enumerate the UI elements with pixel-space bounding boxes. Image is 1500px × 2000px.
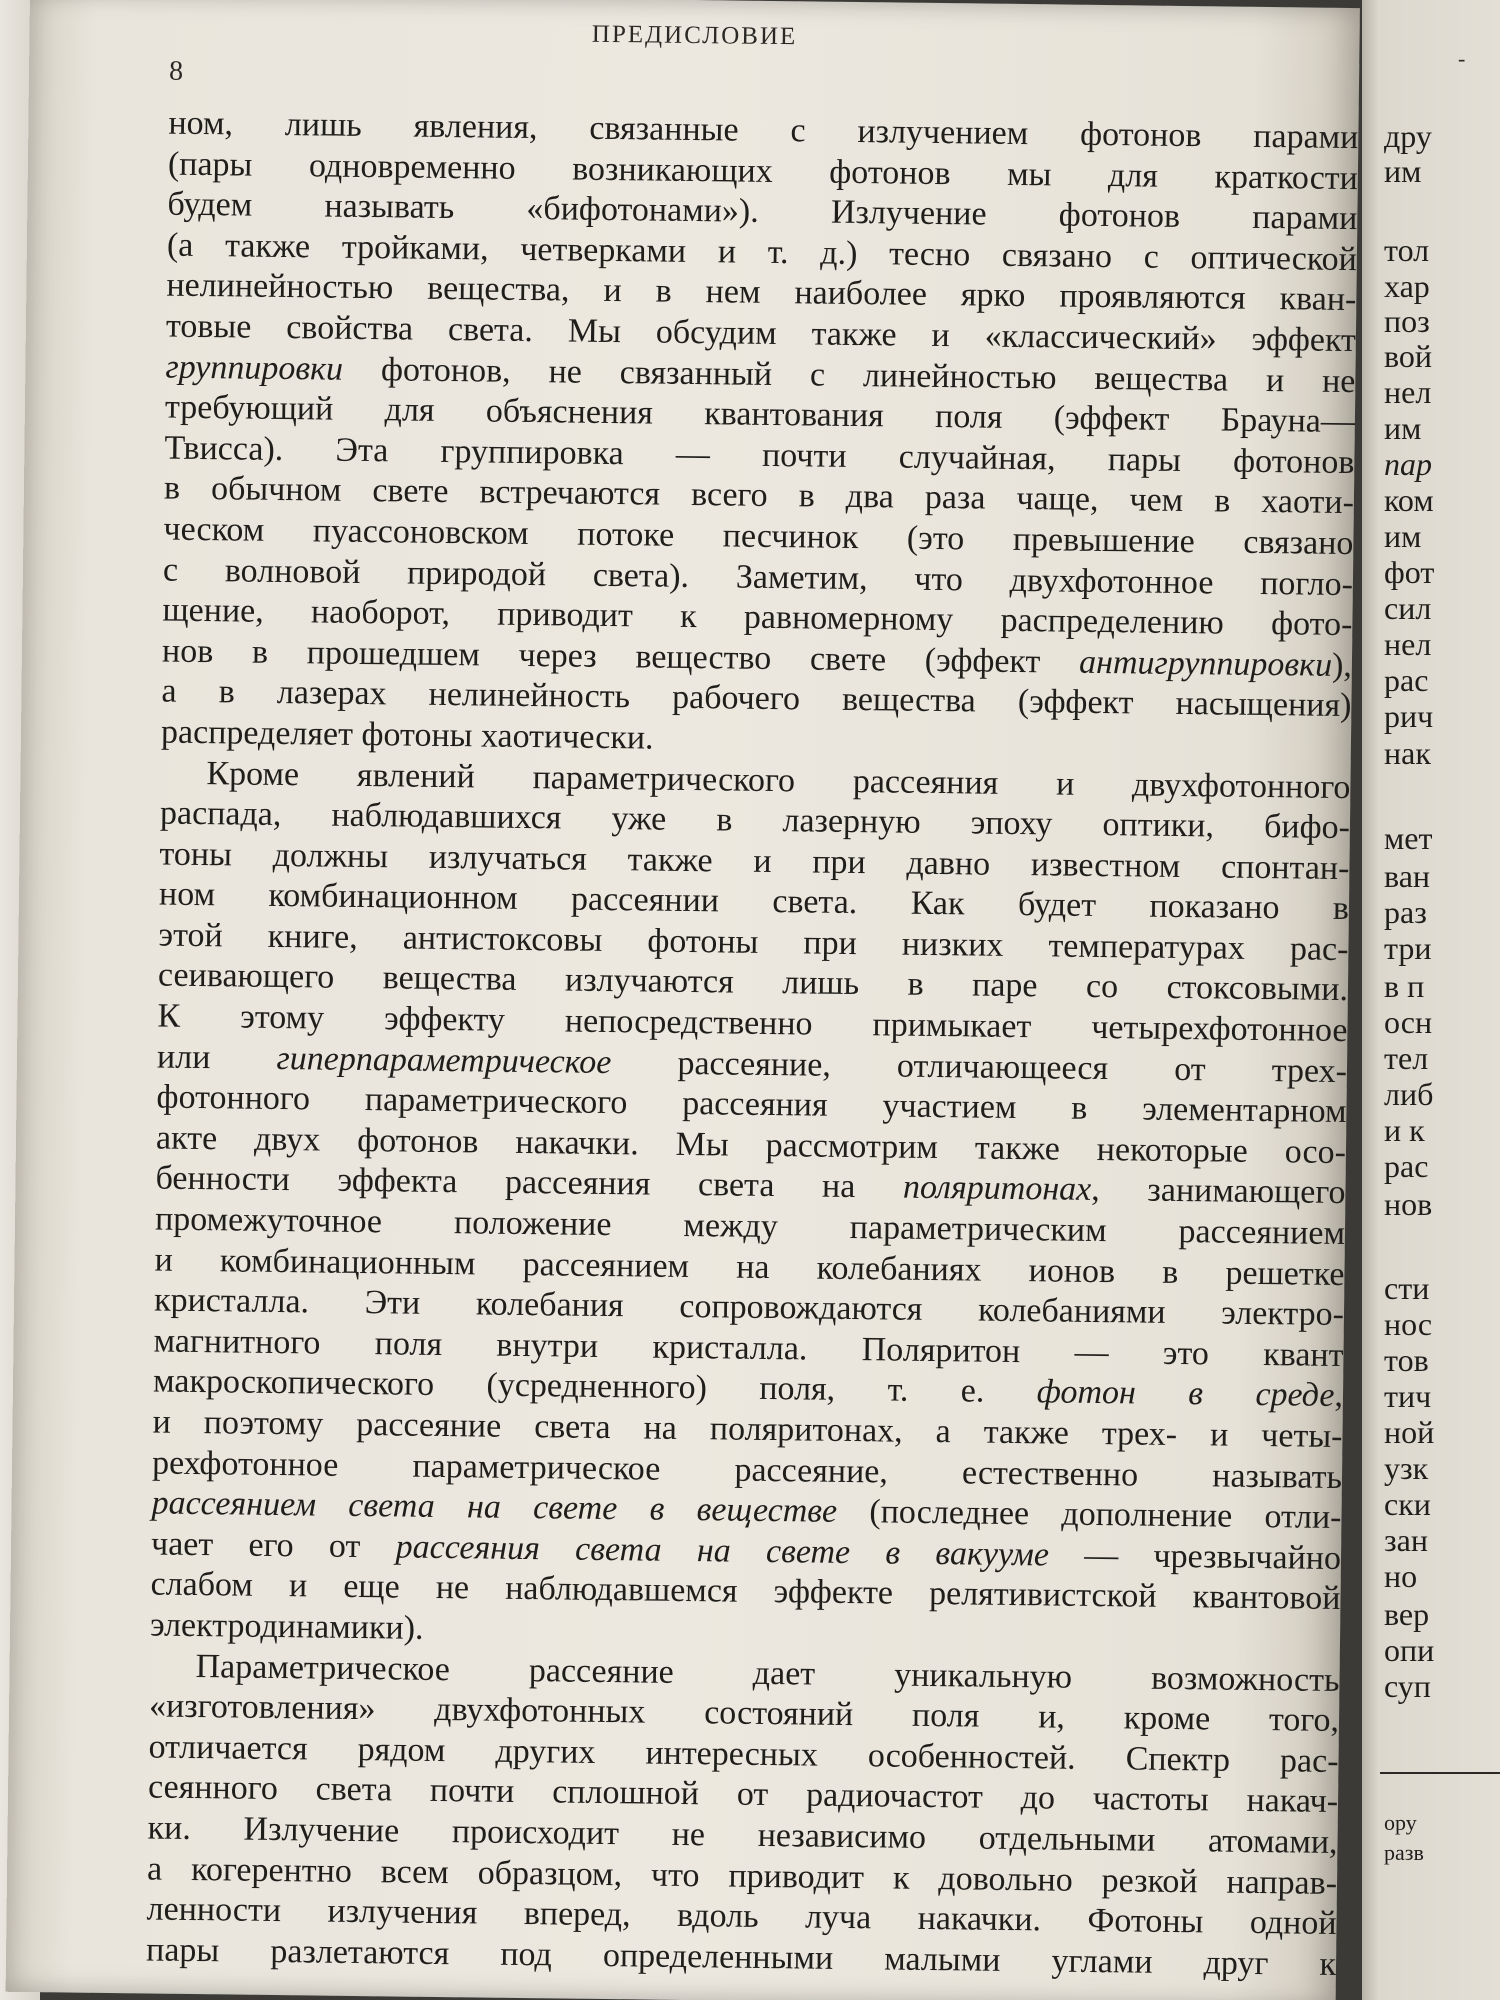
right-page-fragment: им	[1384, 153, 1422, 189]
text-run: (а также тройками, четверками и т. д.) тесно связано с оптической	[166, 226, 1358, 278]
right-page-fragment: нос	[1384, 1306, 1433, 1342]
text-run: промежуточное положение между параметрическим рассеянием	[154, 1200, 1346, 1253]
italic-term: группировки	[165, 348, 344, 388]
right-page-fragment: им	[1384, 518, 1422, 554]
text-run: пары разлетаются под определенными малыми углами друг к	[145, 1931, 1337, 1983]
text-run: «изготовления» двухфотонных состояний поля и, кроме того,	[148, 1687, 1340, 1740]
right-page-fragment: узк	[1384, 1450, 1429, 1486]
right-page-fragment: им	[1384, 410, 1422, 446]
text-run: ки. Излучение происходит не независимо отдельными атомами,	[147, 1809, 1338, 1861]
right-page-fragment: вой	[1384, 338, 1433, 374]
right-page-fragment: ору	[1384, 1810, 1417, 1835]
right-page-fragment: ван	[1384, 858, 1431, 894]
right-page-fragment: поз	[1384, 303, 1430, 339]
right-page-edge	[1362, 0, 1500, 2000]
text-run: магнитного поля внутри кристалла. Поляритон — это квант	[153, 1322, 1344, 1374]
text-run: Параметрическое рассеяние дает уникальную возможность	[195, 1647, 1340, 1699]
right-page-fragment: в п	[1384, 968, 1425, 1004]
page-number: 8	[168, 55, 184, 87]
text-run: Твисса). Эта группировка — почти случайная, пары фотонов	[164, 429, 1355, 481]
text-run: и поэтому рассеяние света на поляритонах, а также трех- и четы-	[152, 1403, 1343, 1456]
text-run: чает его от	[150, 1525, 396, 1566]
text-run: отличается рядом других интересных особенностей. Спектр рас-	[148, 1728, 1339, 1780]
right-page-fragment: хар	[1384, 268, 1430, 304]
text-run: этой книге, антистоксовы фотоны при низких температурах рас-	[158, 916, 1349, 968]
footnote-rule	[1380, 1772, 1500, 1774]
right-page-fragment: рас	[1384, 1148, 1429, 1184]
right-page-fragment: ной	[1384, 1414, 1435, 1450]
right-page-fragment: нак	[1384, 735, 1431, 771]
text-run: или	[156, 1038, 277, 1077]
right-page-fragment: осн	[1384, 1004, 1433, 1040]
text-run: фотонного параметрического рассеяния участием в элементарном	[156, 1078, 1347, 1131]
right-page-fragment: фот	[1384, 554, 1435, 590]
right-page-fragment: суп	[1384, 1668, 1431, 1704]
right-page-fragment: дру	[1384, 118, 1432, 154]
italic-term: рассеяния света на свете в вакууме	[395, 1528, 1050, 1574]
italic-term: рассеянием света на свете в веществе	[151, 1484, 838, 1531]
right-page-fragment: раз	[1384, 894, 1427, 930]
right-page-fragment: нел	[1384, 374, 1432, 410]
right-page-fragment: ски	[1384, 1486, 1431, 1522]
corner-mark: -	[1458, 46, 1466, 71]
right-page-fragment: опи	[1384, 1632, 1435, 1668]
text-run: требующий для объяснения квантования поля (эффект Брауна—	[164, 388, 1356, 441]
text-run: макроскопического (усредненного) поля, т. е.	[152, 1362, 1038, 1411]
right-page-fragment: разв	[1384, 1840, 1424, 1865]
text-run: а когерентно всем образцом, что приводит к довольно резкой направ-	[146, 1849, 1338, 1902]
text-run: слабом и еще не наблюдавшемся эффекте релятивистской квантовой	[150, 1565, 1341, 1618]
text-run: сеивающего вещества излучаются лишь в паре со стоксовыми.	[157, 956, 1349, 1009]
text-run: бенности эффекта рассеяния света на	[155, 1159, 904, 1207]
text-run: ном комбинационном рассеянии света. Как будет показано в	[158, 875, 1350, 928]
text-run: рассеяние, отличающееся от трех-	[611, 1043, 1348, 1090]
text-run: электродинамики).	[149, 1606, 424, 1647]
text-run: ),	[1331, 646, 1353, 684]
text-run: — чрезвычайно	[1048, 1536, 1342, 1577]
text-run: (пары одновременно возникающих фотонов мы для краткости	[167, 145, 1359, 197]
text-run: (последнее дополнение отли-	[836, 1493, 1342, 1537]
text-run: нелинейностью вещества, и в нем наиболее ярко проявляются кван-	[166, 266, 1357, 319]
text-run: , занимающего	[1091, 1171, 1346, 1212]
right-page-fragment: и к	[1384, 1112, 1425, 1148]
right-page-fragment: либ	[1384, 1076, 1434, 1112]
text-run: щение, наоборот, приводит к равномерному распределению фото-	[162, 591, 1353, 644]
right-page-fragment: тел	[1384, 1040, 1429, 1076]
text-run: акте двух фотонов накачки. Мы рассмотрим также некоторые осо-	[155, 1119, 1347, 1171]
italic-term: гиперпараметрическое	[276, 1039, 612, 1081]
text-run: ,	[1334, 1377, 1344, 1415]
text-run: а в лазерах нелинейность рабочего вещества (эффект насыщения)	[161, 672, 1352, 725]
right-page-fragment: но	[1384, 1558, 1418, 1594]
right-page-fragment: сти	[1384, 1270, 1430, 1306]
text-run: сеянного света почти сплошной от радиочастот до частоты накач-	[147, 1768, 1339, 1821]
text-run: фотонов, не связанный с линейностью вещества и не	[342, 350, 1356, 400]
running-head: ПРЕДИСЛОВИЕ	[591, 20, 798, 51]
text-run: ном, лишь явления, связанные с излучением фотонов парами	[168, 104, 1359, 157]
right-page-fragment: пар	[1384, 446, 1432, 482]
text-run: К этому эффекту непосредственно примыкает четырехфотонное	[157, 997, 1348, 1050]
italic-term: поляритонах	[902, 1169, 1092, 1209]
text-run: и комбинационным рассеянием на колебаниях ионов в решетке	[154, 1241, 1345, 1293]
italic-term: фотон в среде	[1036, 1373, 1335, 1415]
text-run: кристалла. Эти колебания сопровождаются колебаниями электро-	[153, 1281, 1345, 1334]
right-page-fragment: три	[1384, 930, 1432, 966]
right-page-fragment: сил	[1384, 590, 1432, 626]
text-run: нов в прошедшем через вещество свете (эффект	[161, 632, 1080, 681]
text-run: с волновой природой света). Заметим, что двухфотонное погло-	[162, 551, 1354, 603]
text-run: ческом пуассоновском потоке песчинок (это превышение связано	[163, 510, 1354, 563]
text-run: товые свойства света. Мы обсудим также и «классический» эффект	[165, 307, 1357, 360]
text-run: будем называть «бифотонами»). Излучение фотонов парами	[167, 185, 1358, 238]
body-text	[146, 104, 1359, 1986]
left-page	[6, 0, 1360, 2000]
right-page-fragment: зан	[1384, 1522, 1428, 1558]
text-run: в обычном свете встречаются всего в два раза чаще, чем в хаоти-	[163, 469, 1355, 522]
right-page-fragment: рас	[1384, 662, 1429, 698]
text-run: тоны должны излучаться также и при давно известном спонтан-	[159, 835, 1350, 887]
right-page-fragment: вер	[1384, 1596, 1430, 1632]
text-run: Кроме явлений параметрического рассеяния и двухфотонного	[206, 754, 1351, 806]
right-page-fragment: тол	[1384, 232, 1430, 268]
right-page-fragment: нел	[1384, 626, 1432, 662]
right-page-fragment: тич	[1384, 1378, 1432, 1414]
right-page-fragment: рич	[1384, 698, 1434, 734]
text-run: распределяет фотоны хаотически.	[160, 713, 654, 757]
right-page-fragment: мет	[1384, 820, 1433, 856]
italic-term: антигруппировки	[1078, 643, 1333, 684]
right-page-fragment: ком	[1384, 482, 1434, 518]
text-run: распада, наблюдавшихся уже в лазерную эпоху оптики, бифо-	[159, 794, 1351, 847]
right-page-fragment: тов	[1384, 1342, 1429, 1378]
right-page-fragment: нов	[1384, 1186, 1433, 1222]
text-run: рехфотонное параметрическое рассеяние, естественно называть	[151, 1444, 1343, 1496]
text-run: ленности излучения вперед, вдоль луча накачки. Фотоны одной	[146, 1890, 1337, 1943]
